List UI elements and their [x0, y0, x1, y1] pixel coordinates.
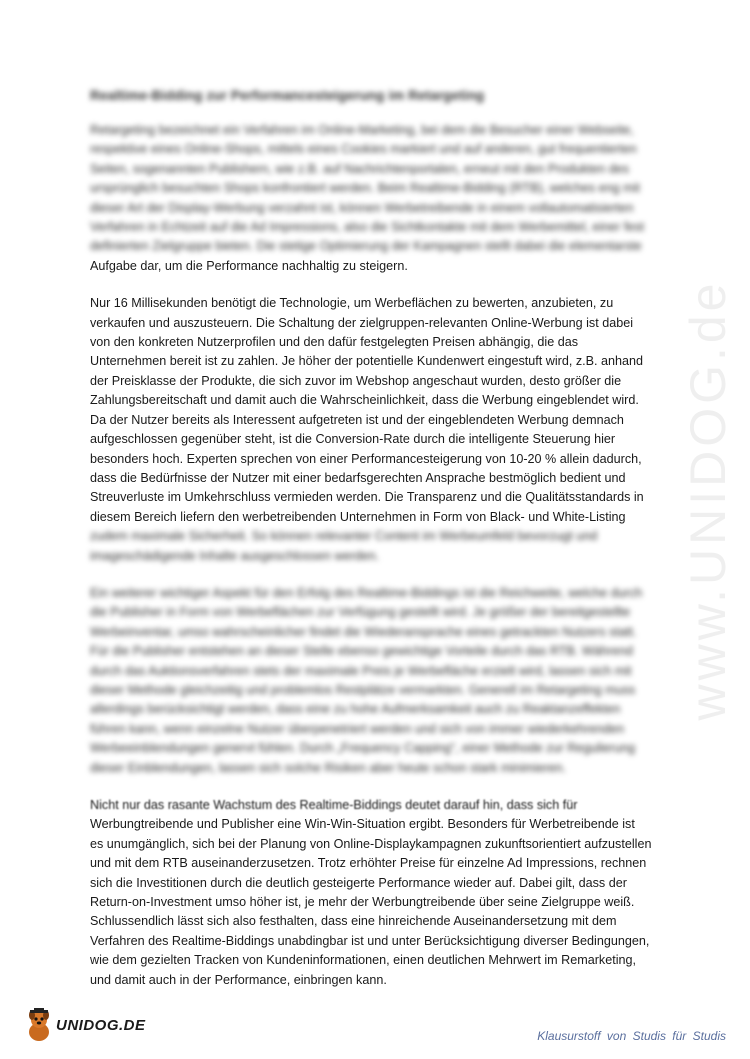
- text-line: Streuverluste im Umkehrschluss vermieden werden. Die Transparenz und die Qualitätsstandards in: [90, 490, 644, 505]
- logo-text: UNIDOG.DE: [56, 1016, 146, 1034]
- blurred-text-line: Ein weiterer wichtiger Aspekt für den Erfolg des Realtime-Biddings ist die Reichweite, welche durch: [90, 585, 643, 600]
- paragraph: [90, 584, 650, 778]
- text-line: aufgeschlossen gegenüber steht, ist die Conversion-Rate durch die intelligente Steuerung hier: [90, 432, 616, 447]
- blurred-text-line: Seiten, sogenannten Publishern, wie z.B. auf Nachrichtenportalen, erneut mit den Produkten des: [90, 161, 630, 176]
- text-line: diesem Bereich liefern den werbetreibenden Unternehmen in Form von Black- und White-Listing: [90, 509, 626, 524]
- blurred-text-line: dieser Art der Display-Werbung verzahnt ist, können Werbetreibende in einem vollautomatisierten: [90, 200, 634, 215]
- text-line: der Preisklasse der Produkte, die sich zuvor im Webshop angeschaut wurden, desto größer die: [90, 373, 622, 388]
- document-title: Realtime-Bidding zur Performancesteigerung im Retargeting: [90, 88, 485, 103]
- text-line: Werbungtreibende und Publisher eine Win-Win-Situation ergibt. Besonders für Werbetreibende ist: [90, 817, 635, 832]
- blurred-text-line: dieser Methode gleichzeitig und problemlos Restplätze vermarkten. Generell im Retargeting muss: [90, 682, 636, 697]
- text-line: und damit auch in der Performance, einbringen kann.: [90, 972, 387, 987]
- blurred-text-line: dieser Einblendungen, lassen sich solche Risiken aber heute schon stark minimieren.: [90, 760, 567, 775]
- text-line: sich die Investitionen durch die deutlich gesteigerte Performance wieder auf. Dabei gilt, dass der: [90, 875, 627, 890]
- blurred-text-line: Verfahren in Echtzeit auf die Ad Impressions, also die Sichtkontakte mit dem Werbemittel, einer fest: [90, 220, 645, 235]
- blurred-text-line: definierten Zielgruppe bieten. Die stetige Optimierung der Kampagnen stellt dabei die elementarste: [90, 239, 642, 254]
- text-line: von den konkreten Nutzerprofilen und den dafür festgelegten Preisen abhängig, die das: [90, 335, 578, 350]
- text-line: Zahlungsbereitschaft und damit auch die Wahrscheinlichkeit, dass die Werbung eingeblendet wird.: [90, 393, 639, 408]
- blurred-text-line: Retargeting bezeichnet ein Verfahren im Online-Marketing, bei dem die Besucher einer Webseite,: [90, 123, 634, 137]
- text-line: wie dem gezielten Tracken von Kundeninformationen, einen deutlichen Mehrwert im Remarketing,: [90, 953, 637, 968]
- blurred-text-line: führen kann, wenn einzelne Nutzer überpenetriert werden und sich von immer wiederkehrenden: [90, 721, 625, 736]
- dog-mascot-icon: [24, 1008, 54, 1042]
- text-line: Return-on-Investment umso höher ist, je mehr der Werbungtreibende über seine Zielgruppe weiß.: [90, 895, 635, 910]
- text-line: verkaufen und auszusteuern. Die Schaltung der zielgruppen-relevanten Online-Werbung ist dabei: [90, 315, 634, 330]
- paragraph-list: [90, 121, 650, 990]
- footer-tagline: Klausurstoff von Studis für Studis: [537, 1029, 726, 1043]
- text-line: besonders hoch. Experten sprechen von einer Performancesteigerung von 10-20 % allein dadurch,: [90, 451, 642, 466]
- paragraph: [90, 294, 650, 566]
- text-line: Aufgabe dar, um die Performance nachhaltig zu steigern.: [90, 258, 408, 273]
- blurred-text-line: respektive eines Online-Shops, mittels eines Cookies markiert und auf anderen, gut frequentierten: [90, 142, 637, 157]
- text-line: Nur 16 Millisekunden benötigt die Technologie, um Werbeflächen zu bewerten, anzubieten, zu: [90, 296, 614, 311]
- text-line: Unternehmen bereit ist zu zahlen. Je höher der potentielle Kundenwert eingestuft wird, z.B. anhand: [90, 354, 644, 369]
- blurred-text-line: allerdings berücksichtigt werden, dass eine zu hohe Aufmerksamkeit auch zu Reaktanzeffekten: [90, 702, 621, 717]
- blurred-text-line: ursprünglich besuchten Shops konfrontiert werden. Beim Realtime-Bidding (RTB), welches eng mit: [90, 181, 640, 196]
- text-line: und mit dem RTB auseinanderzusetzen. Trotz erhöhter Preise für einzelne Ad Impressions, rechnen: [90, 856, 647, 871]
- paragraph: [90, 796, 650, 990]
- blurred-text-line: zudem maximale Sicherheit. So können relevanter Content im Werbeumfeld bevorzugt und: [90, 529, 598, 544]
- blurred-text-line: die Publisher in Form von Werbeflächen zur Verfügung gestellt wird. Je größer der bereitgestellte: [90, 605, 631, 620]
- unidog-logo: [24, 1008, 146, 1042]
- text-line: Nicht nur das rasante Wachstum des Realtime-Biddings deutet darauf hin, dass sich für: [90, 798, 578, 812]
- text-line: es unumgänglich, sich bei der Planung von Online-Displaykampagnen zukunftsorientiert aufzustellen: [90, 836, 652, 851]
- blurred-text-line: Werbeinventar, umso wahrscheinlicher findet die Wiederansprache eines getrackten Nutzers statt.: [90, 624, 637, 639]
- watermark: www.UNIDOG.de: [680, 279, 736, 721]
- paragraph: [90, 121, 650, 276]
- text-line: dass die Bedürfnisse der Nutzer mit einer bedarfsgerechten Ansprache bestmöglich bedient und: [90, 470, 626, 485]
- blurred-text-line: Werbeeinblendungen genervt fühlen. Durch „Frequency Capping“, einer Methode zur Regulierung: [90, 741, 636, 756]
- document-body: [90, 88, 650, 1008]
- blurred-text-line: durch das Auktionsverfahren stets der maximale Preis je Werbefläche erzielt wird, lassen sich mit: [90, 663, 632, 678]
- text-line: Schlussendlich lässt sich also festhalten, dass eine hinreichende Auseinandersetzung mit dem: [90, 914, 617, 929]
- blurred-text-line: Für die Publisher entstehen an dieser Stelle ebenso gewichtige Vorteile durch das RTB. Während: [90, 644, 634, 659]
- text-line: Da der Nutzer bereits als Interessent aufgetreten ist und der eingeblendeten Werbung demnach: [90, 412, 624, 427]
- blurred-text-line: imageschädigende Inhalte ausgeschlossen werden.: [90, 548, 380, 563]
- text-line: Verfahren des Realtime-Biddings unabdingbar ist und unter Berücksichtigung diverser Bedingungen,: [90, 933, 650, 948]
